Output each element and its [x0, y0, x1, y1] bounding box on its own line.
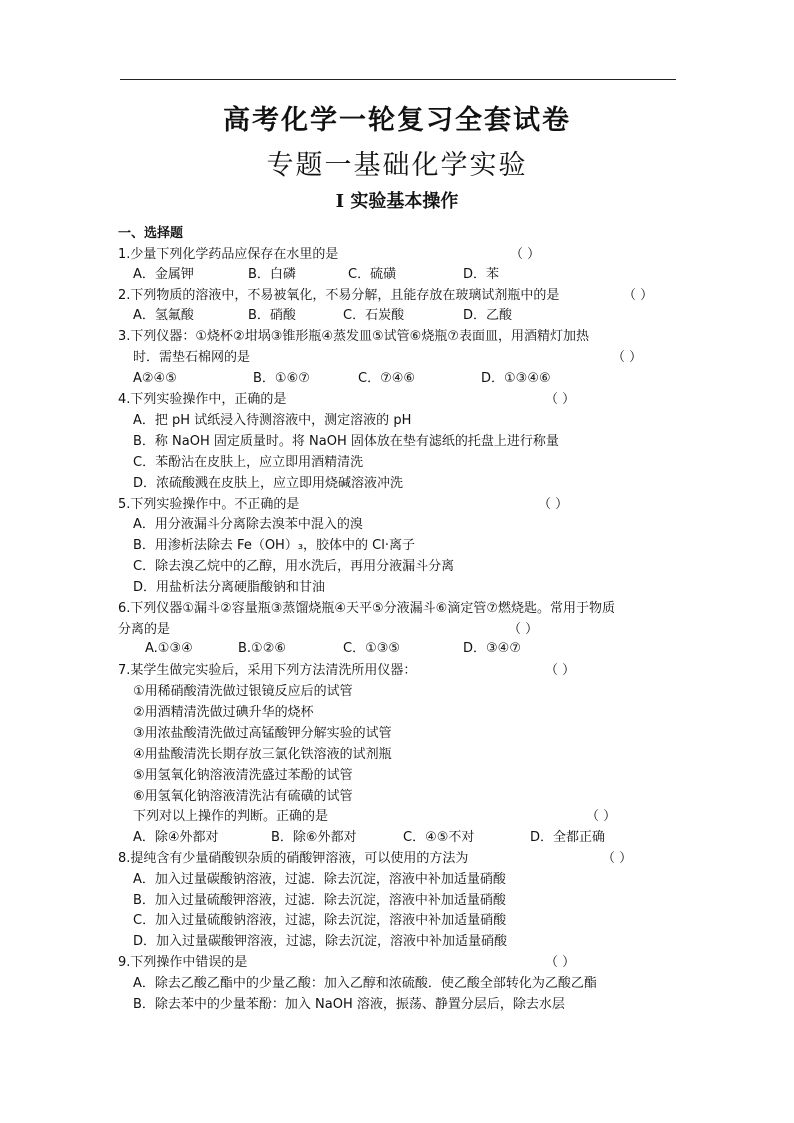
- q7-item-5: ⑤用氢氧化钠溶液清洗盛过苯酚的试管: [133, 768, 353, 783]
- q7-item-6: ⑥用氢氧化钠溶液清洗沾有硫磺的试管: [133, 789, 353, 804]
- question-3-options: [133, 368, 693, 389]
- question-7-options: [133, 827, 693, 848]
- q5-option-c: C．除去溴乙烷中的乙醇，用水洗后，再用分液漏斗分离: [133, 559, 455, 574]
- q6-option-b: B.①②⑥: [238, 641, 287, 656]
- question-1-blank: （ ）: [510, 247, 541, 262]
- q1-option-d: D．苯: [463, 267, 500, 282]
- q3-option-b: B．①⑥⑦: [253, 371, 310, 386]
- q9-option-a: A．除去乙酸乙酯中的少量乙酸：加入乙醇和浓硫酸．使乙酸全部转化为乙酸乙酯: [133, 976, 597, 991]
- question-6-stem: 6.下列仪器①漏斗②容量瓶③蒸馏烧瓶④天平⑤分液漏斗⑥滴定管⑦燃烧匙。常用于物质: [118, 601, 615, 616]
- question-6-stem-cont: 分离的是: [118, 622, 171, 637]
- q3-option-c: C．⑦④⑥: [358, 371, 416, 386]
- question-5-stem: 5.下列实验操作中。不正确的是: [118, 497, 300, 512]
- q2-option-a: A．氢氟酸: [133, 308, 194, 323]
- question-7-stem: 7.某学生做完实验后，采用下列方法清洗所用仪器：: [118, 663, 417, 678]
- question-6-blank: （ ）: [508, 622, 539, 637]
- part-title: I 实验基本操作: [335, 191, 459, 212]
- q3-option-a: A②④⑤: [133, 371, 177, 386]
- question-1-options: [133, 264, 693, 285]
- question-9-stem: 9.下列操作中错误的是: [118, 955, 248, 970]
- header-rule: [120, 79, 676, 80]
- q7-option-d: D．全都正确: [530, 830, 606, 845]
- question-4-stem: 4.下列实验操作中，正确的是: [118, 392, 287, 407]
- q2-option-c: C．石炭酸: [343, 308, 405, 323]
- q8-option-c: C．加入过量硫酸钠溶液，过滤，除去沉淀，溶液中补加适量硝酸: [133, 913, 507, 928]
- question-4-blank: （ ）: [545, 392, 576, 407]
- q5-option-a: A．用分液漏斗分离除去溴苯中混入的溴: [133, 517, 363, 532]
- q4-option-b: B．称 NaOH 固定质量时。将 NaOH 固体放在垫有滤纸的托盘上进行称量: [133, 434, 559, 449]
- question-7-blank: （ ）: [545, 663, 576, 678]
- question-3-stem: 3.下列仪器：①烧杯②坩埚③锥形瓶④蒸发皿⑤试管⑥烧瓶⑦表面皿，用酒精灯加热: [118, 329, 589, 344]
- q1-option-c: C．硫磺: [348, 267, 397, 282]
- q6-option-d: D．③④⑦: [463, 641, 521, 656]
- q4-option-d: D．浓硫酸溅在皮肤上，应立即用烧碱溶液冲洗: [133, 476, 404, 491]
- question-2-blank: （ ）: [623, 288, 654, 303]
- q7-option-c: C．④⑤不对: [403, 830, 475, 845]
- q5-option-b: B．用渗析法除去 Fe（OH）₃，胶体中的 Cl·离子: [133, 538, 415, 553]
- question-6-options: [133, 638, 693, 659]
- q9-option-b: B．除去苯中的少量苯酚：加入 NaOH 溶液，振荡、静置分层后，除去水层: [133, 997, 565, 1012]
- q3-option-d: D．①③④⑥: [481, 371, 551, 386]
- q2-option-b: B．硝酸: [248, 308, 296, 323]
- q6-option-c: C．①③⑤: [343, 641, 401, 656]
- paper-title: 高考化学一轮复习全套试卷: [223, 105, 571, 136]
- q7-option-b: B．除⑥外都对: [271, 830, 357, 845]
- question-5-blank: （ ）: [538, 497, 569, 512]
- q4-option-c: C．苯酚沾在皮肤上，应立即用酒精清洗: [133, 455, 364, 470]
- q8-option-b: B．加入过量硫酸钾溶液，过滤．除去沉淀，溶液中补加适量硝酸: [133, 893, 506, 908]
- q4-option-a: A．把 pH 试纸浸入待测溶液中，测定溶液的 pH: [133, 413, 412, 428]
- paper-subtitle: 专题一基础化学实验: [266, 150, 528, 181]
- q5-option-d: D．用盐析法分离硬脂酸钠和甘油: [133, 580, 326, 595]
- q7-item-4: ④用盐酸清洗长期存放三氯化铁溶液的试剂瓶: [133, 747, 392, 762]
- question-1-stem: 1.少量下列化学药品应保存在水里的是: [118, 247, 339, 262]
- question-3-stem-cont: 时．需垫石棉网的是: [133, 350, 251, 365]
- question-2-stem: 2.下列物质的溶液中，不易被氧化，不易分解，且能存放在玻璃试剂瓶中的是: [118, 288, 560, 303]
- question-9-blank: （ ）: [545, 955, 576, 970]
- q8-option-a: A．加入过量碳酸钠溶液，过滤．除去沉淀，溶液中补加适量硝酸: [133, 872, 506, 887]
- q7-option-a: A．除④外都对: [133, 830, 219, 845]
- question-7-blank-2: （ ）: [586, 809, 617, 824]
- q6-option-a: A.①③④: [145, 641, 193, 656]
- q1-option-a: A．金属钾: [133, 267, 194, 282]
- q7-item-1: ①用稀硝酸清洗做过银镜反应后的试管: [133, 684, 353, 699]
- question-8-blank: （ ）: [602, 851, 633, 866]
- q8-option-d: D．加入过量碳酸钾溶液，过滤，除去沉淀，溶液中补加适量硝酸: [133, 934, 508, 949]
- question-2-options: [133, 305, 693, 326]
- q7-judge: 下列对以上操作的判断。正确的是: [133, 809, 329, 824]
- section-heading: 一、选择题: [118, 226, 184, 241]
- q7-item-2: ②用酒精清洗做过碘升华的烧杯: [133, 705, 314, 720]
- q2-option-d: D．乙酸: [463, 308, 513, 323]
- q1-option-b: B．白磷: [248, 267, 296, 282]
- question-8-stem: 8.提纯含有少量硝酸钡杂质的硝酸钾溶液，可以使用的方法为: [118, 851, 469, 866]
- q7-item-3: ③用浓盐酸清洗做过高锰酸钾分解实验的试管: [133, 726, 392, 741]
- question-3-blank: （ ）: [612, 350, 643, 365]
